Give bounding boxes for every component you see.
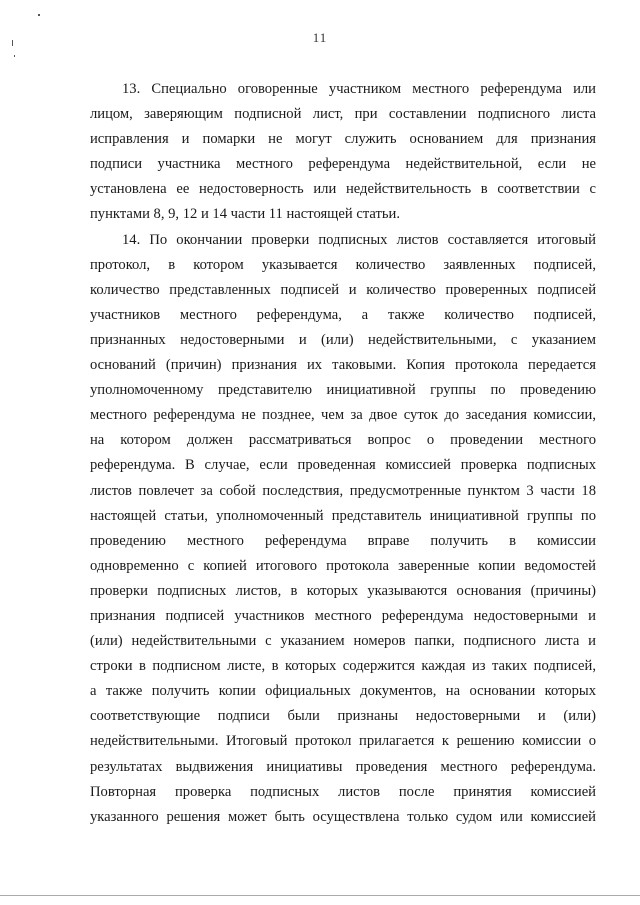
text-line: проверки подписных листов, в которых указываются основания (причины): [90, 582, 596, 599]
text-line: оснований (причин) признания их таковыми. Копия протокола передается: [90, 357, 596, 374]
text-line: строки в подписном листе, в которых содержится каждая из таких подписей,: [90, 658, 596, 675]
scan-mark: [14, 55, 15, 57]
text-line: лицом, заверяющим подписной лист, при составлении подписного листа: [90, 106, 596, 123]
text-line: признанных недостоверными и (или) недействительными, с указанием: [90, 331, 596, 348]
text-line: 14. По окончании проверки подписных листов составляется итоговый: [122, 231, 596, 248]
text-line: подписи участника местного референдума недействительной, если не: [90, 156, 596, 173]
text-line: признания подписей участников местного референдума недостоверными и: [90, 607, 596, 624]
paragraph-14: [90, 228, 596, 830]
text-line: листов повлечет за собой последствия, предусмотренные пунктом 3 части 18: [90, 482, 596, 499]
text-line: недействительными. Итоговый протокол прилагается к решению комиссии о: [90, 733, 596, 750]
text-line: исправления и помарки не могут служить основанием для признания: [90, 131, 596, 148]
text-line: установлена ее недостоверность или недействительность в соответствии с: [90, 181, 596, 198]
text-line: на котором должен рассматриваться вопрос о проведении местного: [90, 432, 596, 449]
text-line: (или) недействительными с указанием номеров папки, подписного листа и: [90, 633, 596, 650]
text-line: уполномоченному представителю инициативной группы по проведению: [90, 382, 596, 399]
text-line: Повторная проверка подписных листов после принятия комиссией: [90, 783, 596, 800]
text-line: одновременно с копией итогового протокола заверенные копии ведомостей: [90, 557, 596, 574]
text-line: протокол, в котором указывается количество заявленных подписей,: [90, 256, 596, 273]
text-line: результатах выдвижения инициативы проведения местного референдума.: [90, 758, 596, 775]
text-line: указанного решения может быть осуществлена только судом или комиссией: [90, 808, 596, 825]
scan-mark: [38, 14, 40, 16]
page-number: 11: [312, 30, 328, 45]
text-line: количество представленных подписей и количество проверенных подписей: [90, 281, 596, 298]
text-line: местного референдума не позднее, чем за двое суток до заседания комиссии,: [90, 407, 596, 424]
text-line: пунктами 8, 9, 12 и 14 части 11 настоящей статьи.: [90, 206, 400, 223]
paragraph-13: [90, 77, 596, 228]
text-line: а также получить копии официальных документов, на основании которых: [90, 683, 596, 700]
text-line: участников местного референдума, а также количество подписей,: [90, 306, 596, 323]
scan-mark: [12, 40, 13, 46]
document-body: [90, 77, 596, 830]
bottom-rule: [0, 895, 640, 896]
text-line: соответствующие подписи были признаны недостоверными и (или): [90, 708, 596, 725]
text-line: 13. Специально оговоренные участником местного референдума или: [122, 81, 596, 97]
text-line: настоящей статьи, уполномоченный представитель инициативной группы по: [90, 507, 596, 524]
text-line: референдума. В случае, если проведенная комиссией проверка подписных: [90, 457, 596, 474]
text-line: проведению местного референдума вправе получить в комиссии: [90, 532, 596, 549]
